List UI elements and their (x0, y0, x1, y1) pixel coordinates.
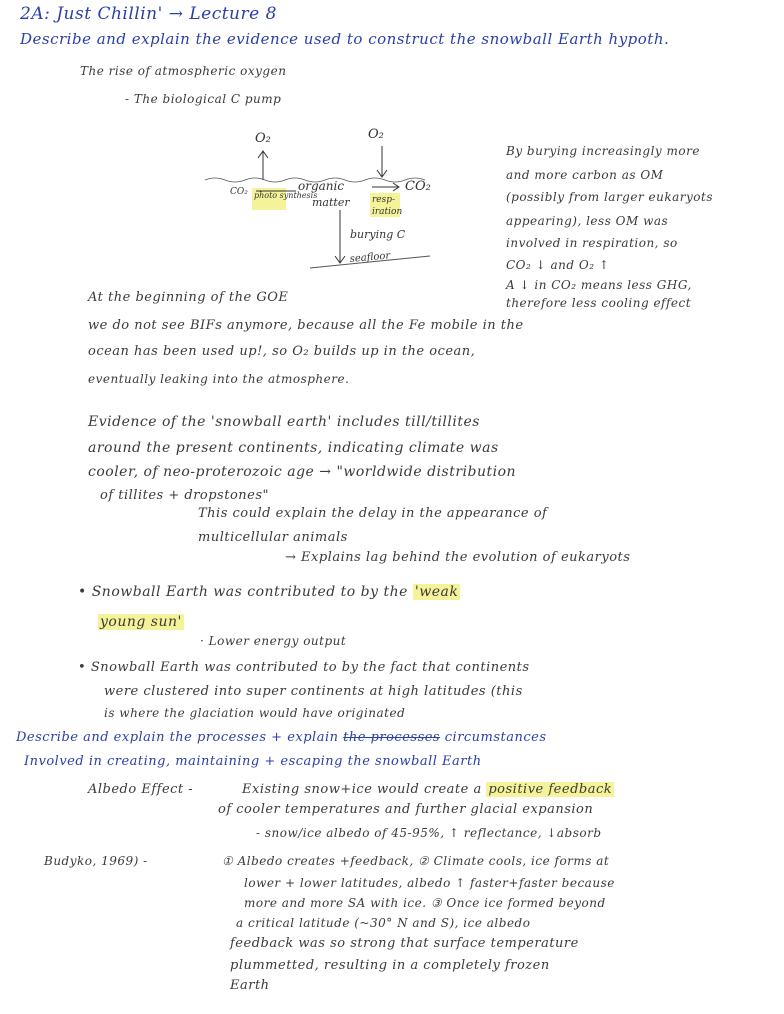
goe-line: eventually leaking into the atmosphere. (88, 372, 350, 386)
evidence-line: → Explains lag behind the evolution of eukaryots (285, 550, 631, 565)
highlight-positive-feedback: positive feedback (488, 782, 613, 797)
photosynthesis-label: photo synthesis (254, 191, 318, 200)
budyko-line: feedback was so strong that surface temperature (230, 936, 579, 951)
side-note-line: (possibly from larger eukaryots (506, 190, 713, 204)
carbon-pump-diagram (200, 120, 470, 280)
bullet-sub-lower-energy: · Lower energy output (200, 634, 347, 648)
goe-line: we do not see BIFs anymore, because all the Fe mobile in the (88, 318, 524, 333)
highlight-weak: 'weak (414, 584, 459, 600)
section-heading-processes: Describe and explain the processes + explain the processes circumstances (16, 730, 547, 745)
budyko-line: plummetted, resulting in a completely frozen (230, 958, 550, 973)
page-title: 2A: Just Chillin' → Lecture 8 (20, 4, 277, 24)
side-note-line: involved in respiration, so (506, 236, 678, 250)
goe-line: ocean has been used up!, so O₂ builds up in the ocean, (88, 344, 476, 359)
highlight-young-sun: young sun' (100, 614, 182, 630)
evidence-line: multicellular animals (198, 530, 348, 545)
arrow-icon: → (168, 4, 184, 24)
matter-label: matter (312, 196, 350, 209)
bullet-continents: • Snowball Earth was contributed to by the fact that continents (78, 660, 530, 675)
seafloor-label: seafloor (349, 250, 391, 265)
evidence-line: Evidence of the 'snowball earth' includes till/tillites (88, 414, 480, 430)
subheading-oxygen: The rise of atmospheric oxygen (80, 64, 287, 78)
evidence-line: cooler, of neo-proterozoic age → "worldwide distribution (88, 464, 517, 480)
albedo-line: - snow/ice albedo of 45-95%, ↑ reflectance, ↓absorb (256, 826, 602, 840)
side-note-line: A ↓ in CO₂ means less GHG, (506, 278, 692, 292)
side-note-line: By burying increasingly more (506, 144, 700, 158)
budyko-label: Budyko, 1969) - (44, 854, 148, 868)
evidence-line: This could explain the delay in the appearance of (198, 506, 548, 521)
resp-label-2: iration (372, 207, 403, 217)
budyko-line: lower + lower latitudes, albedo ↑ faster+faster because (244, 876, 615, 890)
burying-label: burying C (350, 228, 406, 241)
side-note-line: CO₂ ↓ and O₂ ↑ (506, 258, 610, 272)
section-heading-processes-cont: Involved in creating, maintaining + escaping the snowball Earth (24, 754, 482, 769)
side-note-line: and more carbon as OM (506, 168, 664, 182)
budyko-line: ① Albedo creates +feedback, ② Climate cools, ice forms at (222, 854, 610, 868)
goe-line: At the beginning of the GOE (88, 290, 289, 305)
albedo-line: Existing snow+ice would create a positive feedback (242, 782, 613, 797)
albedo-line: of cooler temperatures and further glacial expansion (218, 802, 594, 817)
bullet-dot-icon: • (78, 660, 87, 675)
albedo-label: Albedo Effect - (88, 782, 194, 797)
co2-right-label: CO₂ (405, 179, 431, 194)
side-note-line: appearing), less OM was (506, 214, 669, 228)
section-heading-evidence: Describe and explain the evidence used to construct the snowball Earth hypoth. (20, 30, 670, 48)
evidence-line: around the present continents, indicating climate was (88, 440, 499, 456)
bullet-weak-sun: • Snowball Earth was contributed to by the 'weak (78, 584, 459, 600)
bullet-continents-cont: is where the glaciation would have originated (104, 706, 406, 720)
budyko-line: Earth (230, 978, 270, 993)
o2-right-label: O₂ (368, 127, 384, 142)
bullet-weak-sun-cont (98, 614, 184, 630)
evidence-line: of tillites + dropstones" (100, 488, 269, 503)
subpoint-carbon-pump: - The biological C pump (125, 92, 282, 106)
resp-label-1: resp- (372, 195, 396, 205)
bullet-continents-cont: were clustered into super continents at high latitudes (this (104, 684, 523, 699)
budyko-line: a critical latitude (~30° N and S), ice albedo (236, 916, 531, 930)
bullet-dot-icon: • (78, 584, 87, 600)
budyko-line: more and more SA with ice. ③ Once ice formed beyond (244, 896, 606, 910)
co2-left-label: CO₂ (230, 187, 248, 197)
side-note-line: therefore less cooling effect (506, 296, 692, 310)
struck-text: the processes (343, 730, 441, 745)
organic-label: organic (298, 179, 345, 193)
o2-left-label: O₂ (255, 131, 271, 146)
